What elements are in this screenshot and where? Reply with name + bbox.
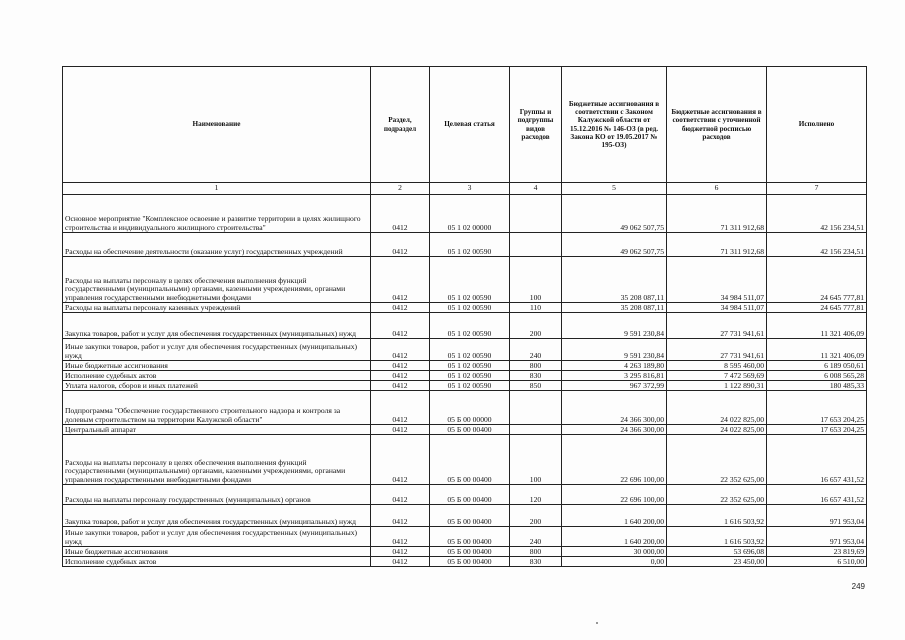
- row-group: 800: [510, 547, 562, 557]
- table-row: [63, 339, 867, 361]
- row-section: 0412: [371, 505, 430, 527]
- table-row: [63, 435, 867, 485]
- row-law-allocation: 0,00: [562, 557, 667, 567]
- row-executed: 16 657 431,52: [767, 485, 867, 505]
- row-group: 240: [510, 527, 562, 547]
- row-name: Иные бюджетные ассигнования: [63, 361, 371, 371]
- row-executed: 971 953,04: [767, 527, 867, 547]
- header-section: Раздел, подраздел: [371, 67, 430, 183]
- row-section: 0412: [371, 195, 430, 233]
- row-group: 110: [510, 303, 562, 313]
- row-group: 800: [510, 361, 562, 371]
- scan-speck: [596, 622, 598, 624]
- row-group: 100: [510, 435, 562, 485]
- row-executed: 24 645 777,81: [767, 257, 867, 303]
- row-refined-allocation: 1 616 503,92: [667, 505, 767, 527]
- row-article: 05 1 02 00590: [430, 371, 510, 381]
- row-refined-allocation: 24 022 825,00: [667, 391, 767, 425]
- row-law-allocation: 22 696 100,00: [562, 485, 667, 505]
- row-group: 200: [510, 505, 562, 527]
- row-refined-allocation: 71 311 912,68: [667, 195, 767, 233]
- row-article: 05 Б 00 00400: [430, 485, 510, 505]
- row-law-allocation: 22 696 100,00: [562, 435, 667, 485]
- row-name: Иные бюджетные ассигнования: [63, 547, 371, 557]
- row-law-allocation: 30 000,00: [562, 547, 667, 557]
- row-name: Расходы на выплаты персоналу в целях обеспечения выполнения функций государственными (муниципальными) органами, казенными учреждениями, органами управления государственными внебюджетными фондами: [63, 435, 371, 485]
- row-refined-allocation: 27 731 941,61: [667, 339, 767, 361]
- table-row: [63, 425, 867, 435]
- budget-table: [62, 66, 867, 567]
- table-row: [63, 391, 867, 425]
- row-section: 0412: [371, 485, 430, 505]
- row-group: 200: [510, 313, 562, 339]
- row-article: 05 Б 00 00400: [430, 527, 510, 547]
- row-executed: 6 189 050,61: [767, 361, 867, 371]
- row-group: [510, 425, 562, 435]
- table-row: [63, 527, 867, 547]
- row-executed: 42 156 234,51: [767, 195, 867, 233]
- row-refined-allocation: 7 472 569,69: [667, 371, 767, 381]
- row-refined-allocation: 22 352 625,00: [667, 435, 767, 485]
- row-executed: 17 653 204,25: [767, 425, 867, 435]
- header-refined-allocation: Бюджетные ассигнования в соответствии с уточненной бюджетной росписью расходов: [667, 67, 767, 183]
- row-law-allocation: 1 640 200,00: [562, 527, 667, 547]
- row-section: 0412: [371, 303, 430, 313]
- table-row: [63, 313, 867, 339]
- row-group: 240: [510, 339, 562, 361]
- header-article: Целевая статья: [430, 67, 510, 183]
- row-group: [510, 195, 562, 233]
- row-group: 830: [510, 557, 562, 567]
- row-article: 05 Б 00 00400: [430, 557, 510, 567]
- column-number: 5: [562, 183, 667, 195]
- column-number: 7: [767, 183, 867, 195]
- row-article: 05 Б 00 00000: [430, 391, 510, 425]
- row-executed: 11 321 406,09: [767, 339, 867, 361]
- row-name: Иные закупки товаров, работ и услуг для обеспечения государственных (муниципальных) нужд: [63, 527, 371, 547]
- table-row: [63, 303, 867, 313]
- row-executed: 11 321 406,09: [767, 313, 867, 339]
- row-refined-allocation: 34 984 511,07: [667, 303, 767, 313]
- row-executed: 16 657 431,52: [767, 435, 867, 485]
- header-group: Группы и подгруппы видов расходов: [510, 67, 562, 183]
- row-group: [510, 391, 562, 425]
- header-row: [63, 67, 867, 183]
- row-name: Уплата налогов, сборов и иных платежей: [63, 381, 371, 391]
- row-refined-allocation: 1 616 503,92: [667, 527, 767, 547]
- row-refined-allocation: 8 595 460,00: [667, 361, 767, 371]
- row-article: 05 1 02 00590: [430, 303, 510, 313]
- row-name: Расходы на выплаты персоналу в целях обеспечения выполнения функций государственными (муниципальными) органами, казенными учреждениями, органами управления государственными внебюджетными фондами: [63, 257, 371, 303]
- row-law-allocation: 24 366 300,00: [562, 425, 667, 435]
- row-refined-allocation: 22 352 625,00: [667, 485, 767, 505]
- row-law-allocation: 35 208 087,11: [562, 257, 667, 303]
- row-law-allocation: 49 062 507,75: [562, 195, 667, 233]
- row-executed: 24 645 777,81: [767, 303, 867, 313]
- row-section: 0412: [371, 425, 430, 435]
- row-group: 100: [510, 257, 562, 303]
- row-law-allocation: 967 372,99: [562, 381, 667, 391]
- row-section: 0412: [371, 313, 430, 339]
- row-law-allocation: 35 208 087,11: [562, 303, 667, 313]
- row-article: 05 1 02 00590: [430, 381, 510, 391]
- row-article: 05 Б 00 00400: [430, 547, 510, 557]
- row-refined-allocation: 1 122 890,31: [667, 381, 767, 391]
- row-executed: 42 156 234,51: [767, 233, 867, 257]
- row-law-allocation: 4 263 189,80: [562, 361, 667, 371]
- column-number-row: [63, 183, 867, 195]
- column-number: 6: [667, 183, 767, 195]
- row-name: Исполнение судебных актов: [63, 557, 371, 567]
- row-article: 05 Б 00 00400: [430, 505, 510, 527]
- row-name: Расходы на обеспечение деятельности (оказание услуг) государственных учреждений: [63, 233, 371, 257]
- row-section: 0412: [371, 557, 430, 567]
- row-article: 05 1 02 00590: [430, 361, 510, 371]
- table-body: [63, 195, 867, 567]
- row-section: 0412: [371, 435, 430, 485]
- row-section: 0412: [371, 257, 430, 303]
- page-number: 249: [851, 582, 865, 591]
- table-row: [63, 547, 867, 557]
- row-refined-allocation: 34 984 511,07: [667, 257, 767, 303]
- row-law-allocation: 49 062 507,75: [562, 233, 667, 257]
- table-row: [63, 361, 867, 371]
- row-section: 0412: [371, 371, 430, 381]
- row-name: Исполнение судебных актов: [63, 371, 371, 381]
- table-row: [63, 257, 867, 303]
- header-executed: Исполнено: [767, 67, 867, 183]
- row-name: Основное мероприятие "Комплексное освоение и развитие территории в целях жилищного строительства и индивидуального жилищного строительства": [63, 195, 371, 233]
- table-row: [63, 505, 867, 527]
- row-section: 0412: [371, 233, 430, 257]
- row-refined-allocation: 27 731 941,61: [667, 313, 767, 339]
- row-name: Подпрограмма "Обеспечение государственного строительного надзора и контроля за долевым строительством на территории Калужской области": [63, 391, 371, 425]
- table-row: [63, 381, 867, 391]
- table-row: [63, 195, 867, 233]
- row-article: 05 1 02 00590: [430, 313, 510, 339]
- row-section: 0412: [371, 547, 430, 557]
- table-row: [63, 371, 867, 381]
- row-name: Центральный аппарат: [63, 425, 371, 435]
- row-refined-allocation: 23 450,00: [667, 557, 767, 567]
- row-group: [510, 233, 562, 257]
- row-name: Расходы на выплаты персоналу казенных учреждений: [63, 303, 371, 313]
- row-executed: 6 008 565,28: [767, 371, 867, 381]
- header-law-allocation: Бюджетные ассигнования в соответствии с Законом Калужской области от 15.12.2016 № 146-ОЗ (в ред. Закона КО от 19.05.2017 № 195-ОЗ): [562, 67, 667, 183]
- table-row: [63, 233, 867, 257]
- row-refined-allocation: 24 022 825,00: [667, 425, 767, 435]
- row-name: Иные закупки товаров, работ и услуг для обеспечения государственных (муниципальных) нужд: [63, 339, 371, 361]
- row-article: 05 1 02 00590: [430, 257, 510, 303]
- column-number: 3: [430, 183, 510, 195]
- row-section: 0412: [371, 361, 430, 371]
- row-section: 0412: [371, 391, 430, 425]
- row-name: Расходы на выплаты персоналу государственных (муниципальных) органов: [63, 485, 371, 505]
- header-name: Наименование: [63, 67, 371, 183]
- row-law-allocation: 1 640 200,00: [562, 505, 667, 527]
- row-law-allocation: 9 591 230,84: [562, 339, 667, 361]
- row-section: 0412: [371, 527, 430, 547]
- row-executed: 6 510,00: [767, 557, 867, 567]
- row-refined-allocation: 53 696,08: [667, 547, 767, 557]
- row-law-allocation: 3 295 816,81: [562, 371, 667, 381]
- row-article: 05 1 02 00590: [430, 339, 510, 361]
- column-number: 4: [510, 183, 562, 195]
- column-number: 1: [63, 183, 371, 195]
- row-law-allocation: 24 366 300,00: [562, 391, 667, 425]
- row-group: 850: [510, 381, 562, 391]
- row-article: 05 1 02 00000: [430, 195, 510, 233]
- row-executed: 971 953,04: [767, 505, 867, 527]
- row-name: Закупка товаров, работ и услуг для обеспечения государственных (муниципальных) нужд: [63, 505, 371, 527]
- table-row: [63, 557, 867, 567]
- row-article: 05 1 02 00590: [430, 233, 510, 257]
- row-section: 0412: [371, 339, 430, 361]
- row-group: 830: [510, 371, 562, 381]
- row-executed: 17 653 204,25: [767, 391, 867, 425]
- row-article: 05 Б 00 00400: [430, 435, 510, 485]
- row-law-allocation: 9 591 230,84: [562, 313, 667, 339]
- row-refined-allocation: 71 311 912,68: [667, 233, 767, 257]
- row-section: 0412: [371, 381, 430, 391]
- row-executed: 23 819,69: [767, 547, 867, 557]
- row-group: 120: [510, 485, 562, 505]
- row-article: 05 Б 00 00400: [430, 425, 510, 435]
- row-name: Закупка товаров, работ и услуг для обеспечения государственных (муниципальных) нужд: [63, 313, 371, 339]
- row-executed: 180 485,33: [767, 381, 867, 391]
- table-row: [63, 485, 867, 505]
- column-number: 2: [371, 183, 430, 195]
